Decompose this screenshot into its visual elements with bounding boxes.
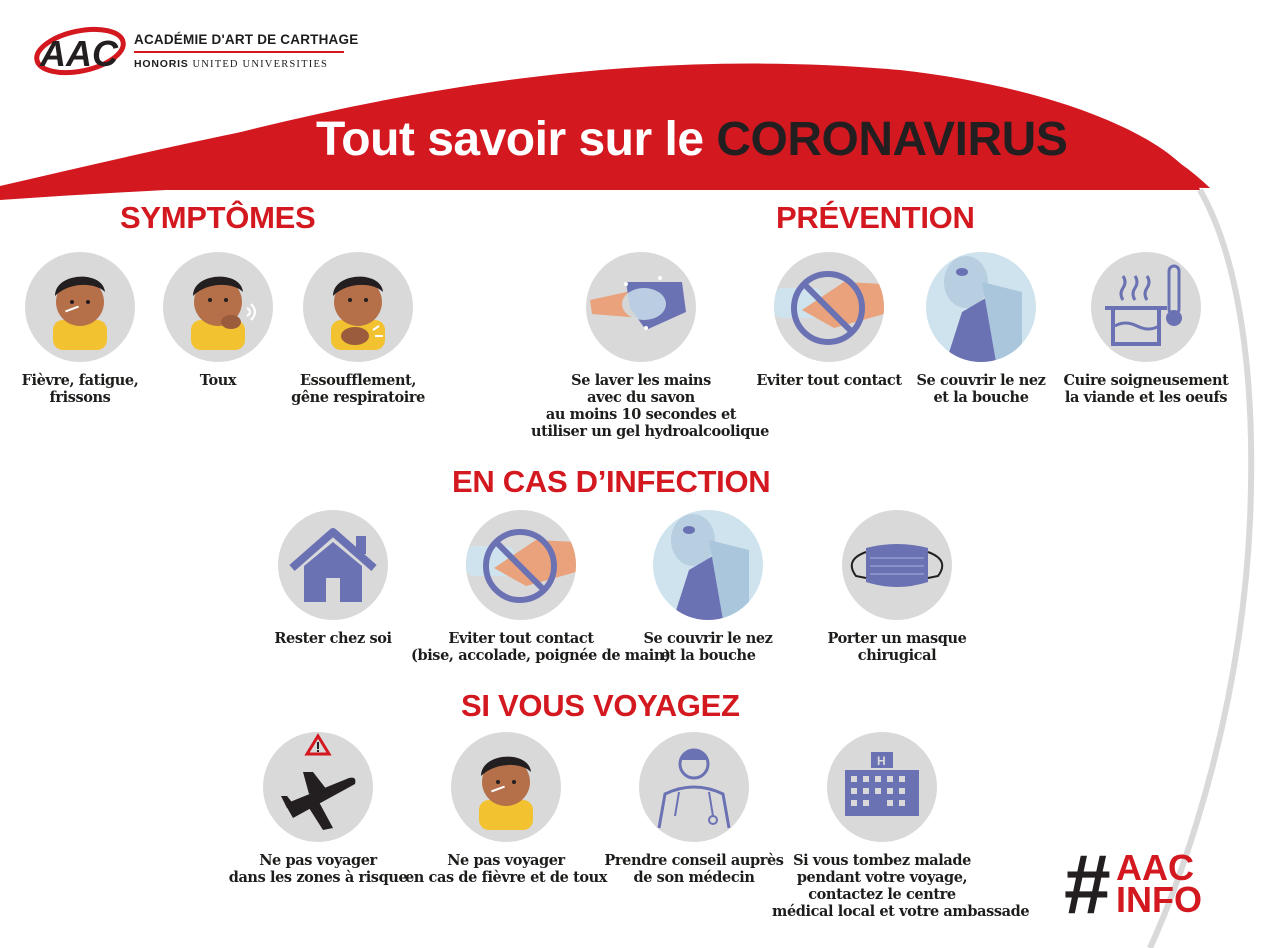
doctor-icon xyxy=(639,732,749,842)
aac-logo-icon xyxy=(34,24,126,78)
brand-sub-bold: HONORIS xyxy=(134,58,189,70)
section-title-prevention: PRÉVENTION xyxy=(776,200,975,235)
prevention-caption: Se couvrir le nez et la bouche xyxy=(916,372,1046,406)
symptom-caption: Toux xyxy=(199,372,237,389)
travel-caption: Ne pas voyager en cas de fièvre et de toux xyxy=(404,852,608,886)
tag-hash: # xyxy=(1064,837,1111,931)
no-handshake-icon xyxy=(466,510,576,620)
travel-caption: Prendre conseil auprès de son médecin xyxy=(604,852,784,886)
infection-caption: Rester chez soi xyxy=(274,630,392,647)
prevention-caption: Se laver les mains avec du savon au moins 10 secondes et utiliser un gel hydroalcoolique xyxy=(531,372,769,440)
prevention-item xyxy=(1036,252,1256,406)
travel-caption: Si vous tombez malade pendant votre voyage, contactez le centre médical local et votre ambassade xyxy=(772,852,1030,920)
logo-lettering: AAC xyxy=(40,33,118,74)
prevention-item xyxy=(531,252,769,440)
infection-caption: Se couvrir le nez et la bouche xyxy=(643,630,773,664)
section-title-symptoms: SYMPTÔMES xyxy=(120,200,316,235)
symptom-caption: Essoufflement, gêne respiratoire xyxy=(291,372,425,406)
title-dark: CORONAVIRUS xyxy=(716,113,1068,166)
house-icon xyxy=(278,510,388,620)
brand-divider xyxy=(134,51,344,53)
airplane-warning-icon xyxy=(263,732,373,842)
travel-item xyxy=(584,732,804,886)
tag-line-1: AAC xyxy=(1116,847,1194,888)
infection-item xyxy=(598,510,818,664)
travel-item xyxy=(396,732,616,886)
brand-sub-rest: UNITED UNIVERSITIES xyxy=(192,59,329,70)
travel-item xyxy=(208,732,428,886)
travel-item xyxy=(772,732,1030,920)
infection-item xyxy=(787,510,1007,664)
breathless-person-icon xyxy=(303,252,413,362)
infection-item xyxy=(223,510,443,647)
hospital-icon-glyph: H xyxy=(877,754,886,768)
brand-name: ACADÉMIE D'ART DE CARTHAGE xyxy=(134,32,359,47)
cover-nose-icon xyxy=(926,252,1036,362)
cover-nose-icon xyxy=(653,510,763,620)
symptom-item xyxy=(248,252,468,406)
travel-caption: Ne pas voyager dans les zones à risque xyxy=(228,852,408,886)
infection-caption: Eviter tout contact (bise, accolade, poignée de main) xyxy=(411,630,671,664)
cooking-thermometer-icon xyxy=(1091,252,1201,362)
section-title-infection: EN CAS D’INFECTION xyxy=(452,464,771,499)
brand-subtitle xyxy=(134,58,328,70)
tag-line-2: INFO xyxy=(1116,879,1202,920)
no-handshake-icon xyxy=(774,252,884,362)
infection-caption: Porter un masque chirugical xyxy=(827,630,967,664)
page-title xyxy=(316,112,1067,167)
hand-washing-icon xyxy=(586,252,696,362)
hospital-icon xyxy=(827,732,937,842)
symptom-caption: Fièvre, fatigue, frissons xyxy=(21,372,139,406)
prevention-caption: Eviter tout contact xyxy=(756,372,902,389)
surgical-mask-icon xyxy=(842,510,952,620)
title-light: Tout savoir sur le xyxy=(316,113,704,166)
prevention-caption: Cuire soigneusement la viande et les oeufs xyxy=(1063,372,1229,406)
fever-person-icon xyxy=(451,732,561,842)
section-title-travel: SI VOUS VOYAGEZ xyxy=(461,688,740,723)
